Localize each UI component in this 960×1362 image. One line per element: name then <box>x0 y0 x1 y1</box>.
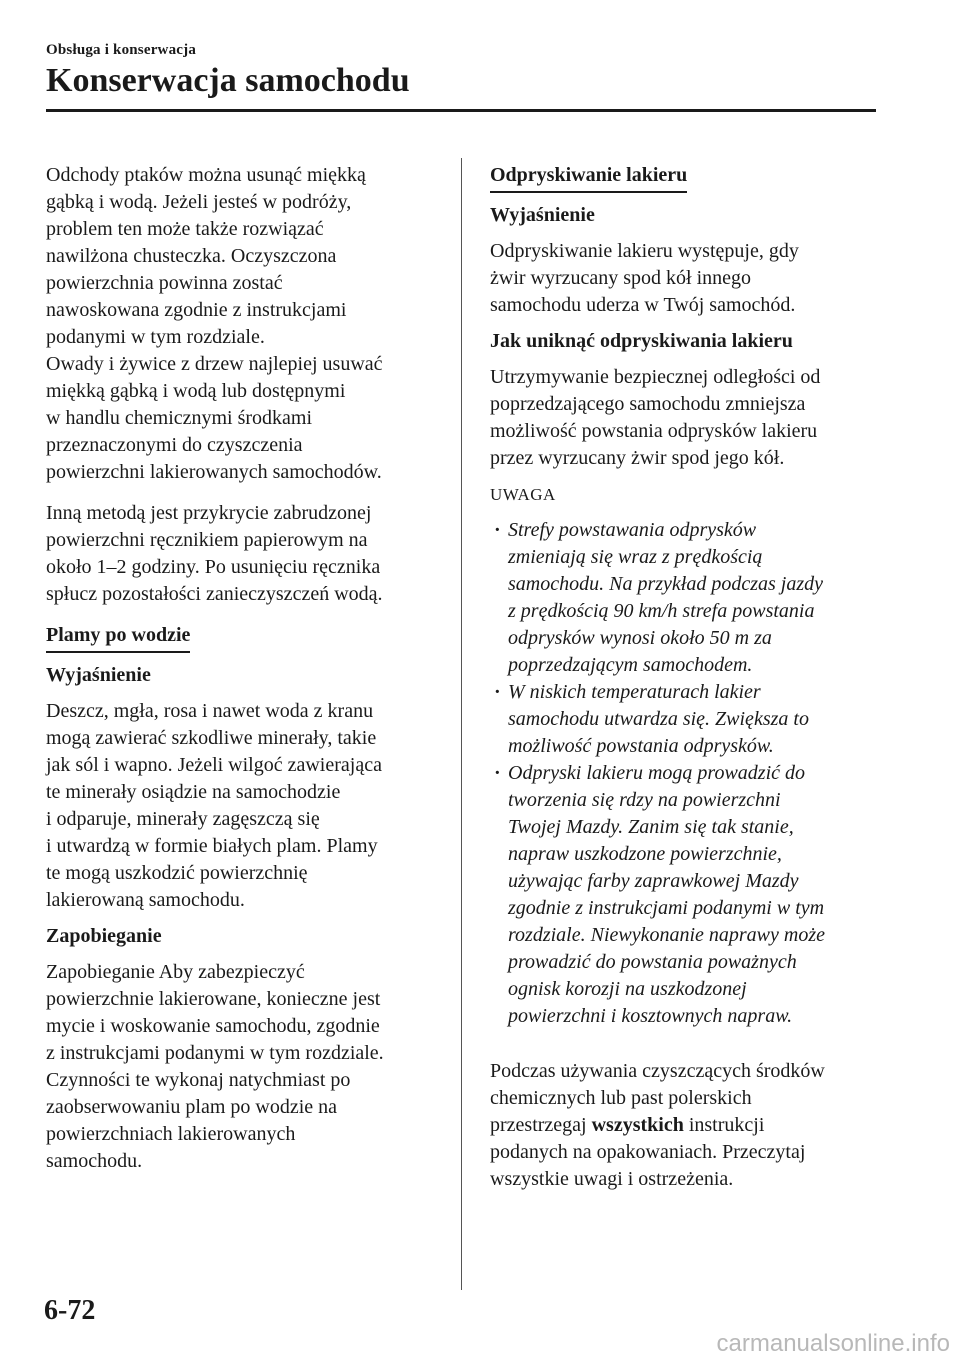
paint-chipping-explanation: Odpryskiwanie lakieru występuje, gdy żwir wyrzucany spod kół innego samochodu uderza w Twój samochód. <box>490 240 799 316</box>
left-column <box>46 162 438 1175</box>
water-spots-explanation: Deszcz, mgła, rosa i nawet woda z kranu mogą zawierać szkodliwe minerały, takie jak sól i wapno. Jeżeli wilgoć zawierająca te minerały osiądzie na samochodzie i odparuje, minerały zagęszczą się i utwardzą w formie białych plam. Plamy te mogą uszkodzić powierzchnię lakierowaną samochodu. <box>46 700 382 911</box>
note-item: · W niskich temperaturach lakier samochodu utwardza się. Zwiększa to możliwość powstania odprysków. <box>508 679 880 760</box>
final-text-bold: wszystkich <box>591 1114 684 1136</box>
breadcrumb: Obsługa i konserwacja <box>46 42 197 58</box>
page-title: Konserwacja samochodu <box>46 62 410 99</box>
section-title-water-spots: Plamy po wodzie <box>46 622 190 653</box>
explanation-heading: Wyjaśnienie <box>46 664 151 686</box>
final-instructions-paragraph <box>490 1058 880 1193</box>
note-label: UWAGA <box>490 485 556 504</box>
note-list <box>490 517 880 1030</box>
note-item: · Odpryski lakieru mogą prowadzić do tworzenia się rdzy na powierzchni Twojej Mazdy. Zanim się tak stanie, napraw uszkodzone powierzchnie, używając farby zaprawkowej Mazdy zgodnie z instrukcjami podanymi w tym rozdziale. Niewykonanie naprawy może prowadzić do powstania poważnych ognisk korozji na uszkodzonej powierzchni i kosztownych napraw. <box>508 760 880 1030</box>
paper-towel-paragraph: Inną metodą jest przykrycie zabrudzonej powierzchni ręcznikiem papierowym na około 1–2 godziny. Po usunięciu ręcznika spłucz pozostałości zanieczyszczeń wodą. <box>46 502 383 605</box>
final-text-end: instrukcji podanych na opakowaniach. Przeczytaj wszystkie uwagi i ostrzeżenia. <box>490 1114 806 1190</box>
avoid-heading: Jak uniknąć odpryskiwania lakieru <box>490 330 793 352</box>
watermark: carmanualsonline.info <box>716 1330 950 1357</box>
note-item: · Strefy powstawania odprysków zmieniają się wraz z prędkością samochodu. Na przykład podczas jazdy z prędkością 90 km/h strefa powstania odprysków wynosi około 50 m za poprzedzającym samochodem. <box>508 517 880 679</box>
prevention-heading: Zapobieganie <box>46 925 162 947</box>
prevention-paragraph: Zapobieganie Aby zabezpieczyć powierzchnie lakierowane, konieczne jest mycie i woskowanie samochodu, zgodnie z instrukcjami podanymi w tym rozdziale. Czynności te wykonaj natychmiast po zaobserwowaniu plam po wodzie na powierzchniach lakierowanych samochodu. <box>46 961 384 1172</box>
bird-droppings-paragraph: Odchody ptaków można usunąć miękką gąbką i wodą. Jeżeli jesteś w podróży, problem ten może także rozwiązać nawilżona chusteczka. Oczyszczona powierzchnia powinna zostać nawoskowana zgodnie z instrukcjami podanymi w tym rozdziale. <box>46 164 366 348</box>
title-rule <box>46 109 876 112</box>
section-title-paint-chipping: Odpryskiwanie lakieru <box>490 162 687 193</box>
avoid-paragraph: Utrzymywanie bezpiecznej odległości od poprzedzającego samochodu zmniejsza możliwość powstania odprysków lakieru przez wyrzucany żwir spod jego kół. <box>490 366 821 469</box>
explanation-heading-right: Wyjaśnienie <box>490 204 595 226</box>
insects-paragraph: Owady i żywice z drzew najlepiej usuwać miękką gąbką i wodą lub dostępnymi w handlu chemicznymi środkami przeznaczonymi do czyszczenia powierzchni lakierowanych samochodów. <box>46 353 383 483</box>
page-number: 6-72 <box>44 1295 96 1326</box>
right-column <box>490 162 880 1193</box>
final-text-start: Podczas używania czyszczących środków chemicznych lub past polerskich przestrzegaj <box>490 1060 825 1136</box>
column-divider <box>461 158 462 1290</box>
